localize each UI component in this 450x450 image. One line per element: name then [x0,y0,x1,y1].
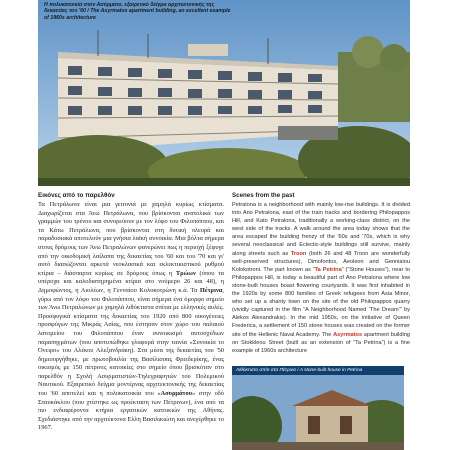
greek-heading: Εικόνες από το παρελθόν [38,192,115,199]
english-body-text: ” (“Stone Houses”), near to Philopappos Hill, is today a beautiful part of Ano Petralona where low stone-built houses boast flowering courtyards. It was first inhabited in the 1920s by some 800 families of Greek refugees from Asia Minor, who set up a shanty town on the site of the old Philopappos quarry (vividly captured in the film “A Neighborhood Named ‘The Dream’” by Alekos Alexandrakis). In the mid 1950s, on the initiative of Queen Frederica, a settlement of 150 stone houses was created on the former site of the Hellenic Naval Academy. The [232,266,410,338]
english-body [232,201,410,355]
stone-house-illustration [232,366,404,450]
greek-highlight-troon: Τρώων [175,269,196,277]
stone-house-caption: Λιθόκτιστο σπίτι στα Πέτρινα / A stone-built house in Petrina [232,366,404,375]
building-photo [38,0,410,186]
greek-body-text: Τα Πετράλωνα είναι μια γειτονιά με χαμηλά κυρίως κτίσματα. Διαχωρίζεται στα Άνω Πετράλωνα, που βρίσκονται ανατολικά των γραμμών του τρένου και συνορεύουν με τον λόφο του Φιλοπάππου, και τα Κάτω Πετράλωνα, που βρίσκονται στη δυτική πλευρά και παραδοσιακά αποτελούν μια γνήσια λαϊκή συνοικία. Μια βόλτα σήμερα στους δρόμους των Άνω Πετραλώνων φανερώνει πως η περιοχή ξέφυγε από την οικοδομική λαίλαπα της δεκαετίας του '60 και του '70 και γι' αυτό διασώζονται αρκετά νεοκλασικά και εκλεκτικιστικού ρυθμού κτίρια – διάσπαρτα κυρίως σε δρόμους όπως η [38,201,224,277]
english-highlight-petrina: Ta Petrina [314,266,342,273]
english-highlight-troon: Troon [290,250,307,257]
greek-highlight-asyrmatos: Ασυρμάτου [160,390,193,398]
english-body-text: apartment building on Stokkleou Street (built as an extension of “Ta Petrina”) is a fine example of 1960s architecture [232,331,410,354]
english-body-text: Petralona is a neighborhood with mainly low-rise buildings. It is divided into Ano Petralona, east of the train tracks and bordering Philopappos Hill, and Kato Petralona, traditionally a working-class district, on the west side of the tracks. A walk around the area today shows that the area escaped the building frenzy of the '60s and '70s, which is why several neoclassical and Eclectic-style buildings still survive, mainly along streets such as [232,202,410,257]
photo-caption [44,2,234,21]
english-body-text: (both 26 and 48 Troon are wonderfully well-preserved structures), Dimofontos, Aeoleon and Genniaiou Kolokotroni. The part known as “ [232,250,410,273]
greek-body [38,201,224,433]
greek-highlight-petrina: Πέτρινα [199,286,223,294]
greek-article [38,192,224,433]
photo-caption-english: / The Asyrmatos apartment building, an excellent example of 1960s architecture [44,8,231,21]
stone-house-photo [232,366,404,450]
english-highlight-asyrmatos: Asyrmatos [333,331,363,338]
greek-body-text: , γύρω από τον λόφο του Φιλοπάππου, είναι σήμερα ένα όμορφο σημείο των Άνω Πετραλώνων με χαμηλά λιθόκτιστα σπίτια με ελληνικές αυλές. Προσφυγικά κτίσματα της δεκαετίας του 1920 από 800 οικογένειες προσφύγων της Μικράς Ασίας, που έστησαν στον χώρο του παλαιού λατομείου του Φιλοπάππου έναν συνοικισμό αυτοσχέδιων παραπηγμάτων (που αποτυπώθηκε γλαφυρά στην ταινία «Συνοικία το Όνειρο» του Αλέκου Αλεξανδράκη). Στα μέσα της δεκαετίας του '50 δημιουργήθηκε, με πρωτοβουλία της Βασίλισσας Φρειδερίκης, ένας οικισμός με 150 πέτρινες κατοικίες στο σημείο όπου βρισκόταν στο παρελθόν η Σχολή Ασυρματιστών-Τηλεγραφητών του Πολεμικού Ναυτικού. Εξαιρετικό δείγμα μοντέρνας αρχιτεκτονικής της δεκαετίας του '60 αποτελεί και η πολυκατοικία του « [38,286,224,398]
greek-body-text: » στην οδό Σταυκάκλου (που χτίστηκε ως προέκταση των Πέτρινων), ένα από τα πιο ενδιαφέροντα κτήρια εργατικών κατοικιών της Αθήνας. Σχεδιάστηκε από την αρχιτέκτονα Ελλη Βασιλικιώτη και ανεγέρθηκε το 1967. [38,390,224,432]
building-photo-illustration [38,0,410,186]
english-article [232,192,410,355]
photo-caption-greek: Η πολυκατοικία στον Ασύρματο, εξαιρετικό δείγμα αρχιτεκτονικής της δεκαετίας του '60 [44,2,215,15]
english-heading: Scenes from the past [232,192,295,199]
greek-body-text: (όπου τα υπέροχα και καλοδιατηρημένα κτίρια στο νούμερο 26 και 48), η Δημοφώντος, η Αιολέων, η Γενναίου Κολοκοτρώνη κ.ά. Τα [38,269,224,294]
